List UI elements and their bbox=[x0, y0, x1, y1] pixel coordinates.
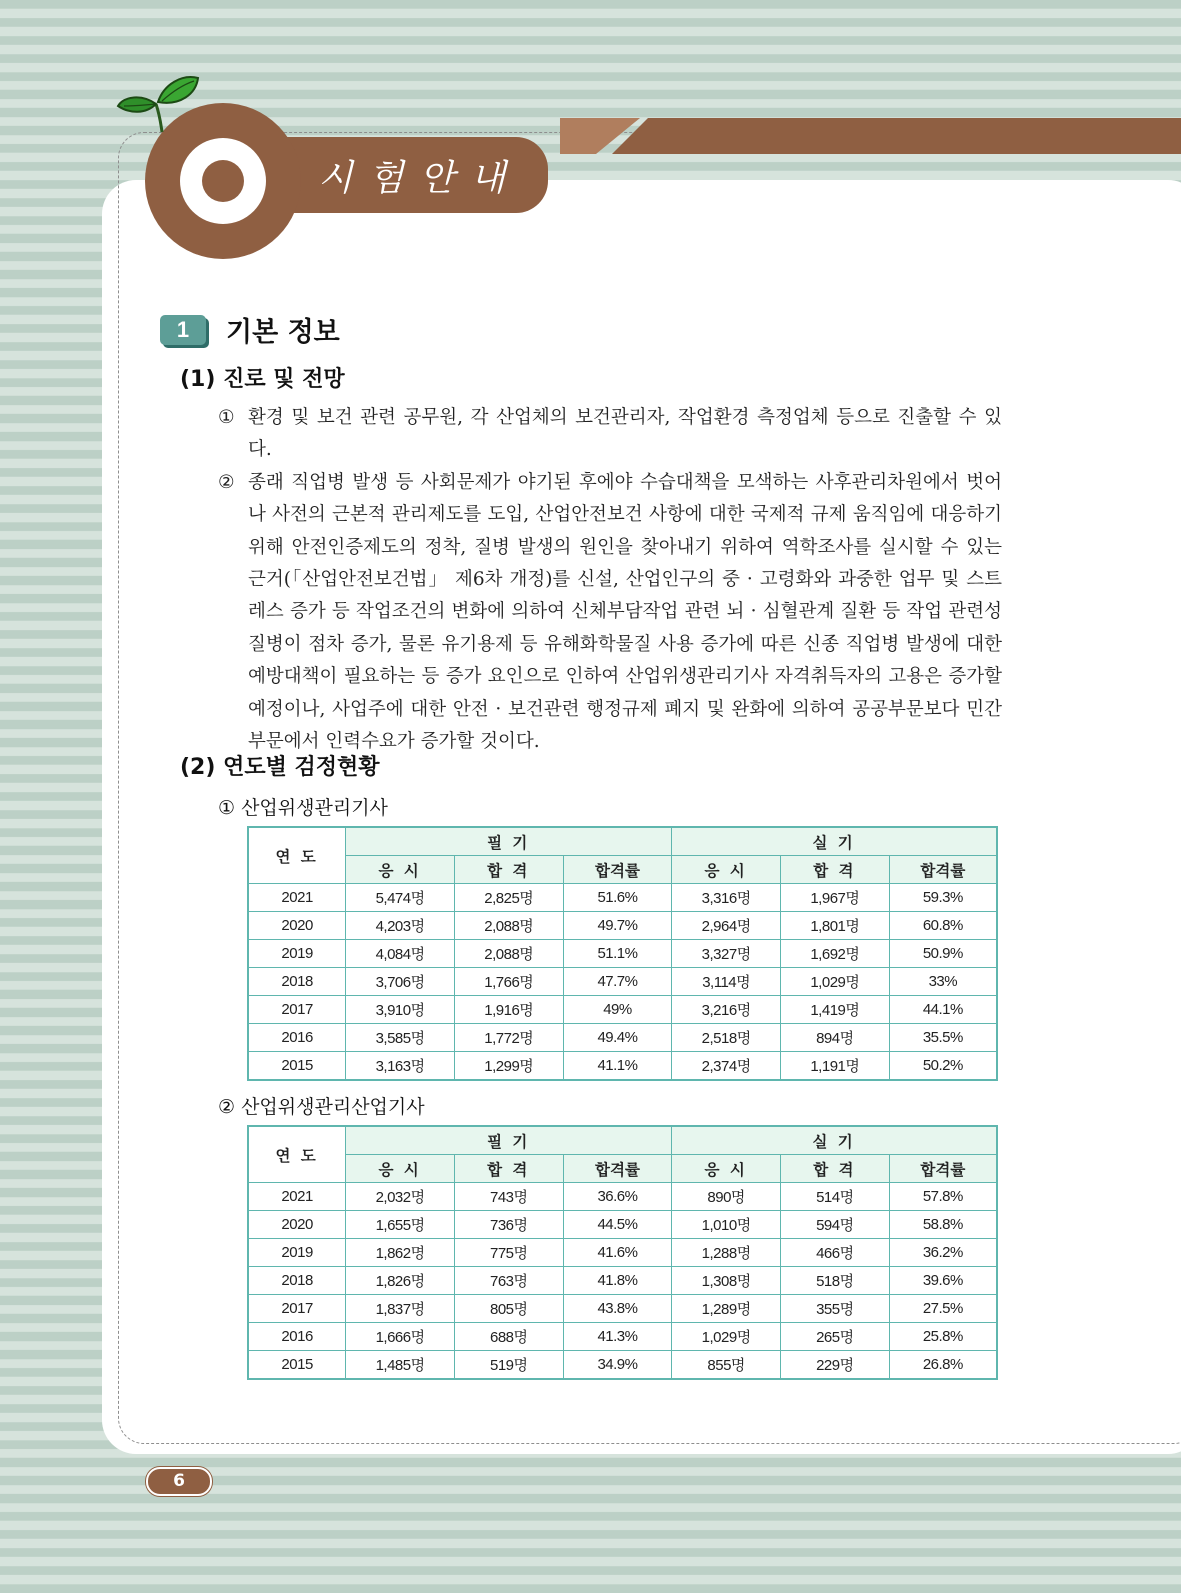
table-cell: 59.3% bbox=[889, 884, 997, 912]
subsection-title-outlook: (1) 진로 및 전망 bbox=[180, 367, 345, 392]
table-row bbox=[248, 996, 997, 1024]
table-cell: 2,088명 bbox=[454, 940, 563, 968]
table-cell: 355명 bbox=[781, 1295, 890, 1323]
table-cell: 518명 bbox=[781, 1267, 890, 1295]
cell-year: 2021 bbox=[248, 1183, 346, 1211]
header-passed: 합 격 bbox=[454, 856, 563, 884]
header-rate: 합격률 bbox=[889, 1155, 997, 1183]
table-cell: 34.9% bbox=[563, 1351, 672, 1380]
cell-year: 2019 bbox=[248, 940, 346, 968]
table-cell: 1,692명 bbox=[781, 940, 890, 968]
table-cell: 1,666명 bbox=[346, 1323, 455, 1351]
table-cell: 2,825명 bbox=[454, 884, 563, 912]
item-number: ① bbox=[218, 407, 235, 428]
cell-year: 2016 bbox=[248, 1024, 346, 1052]
table-cell: 3,216명 bbox=[672, 996, 781, 1024]
table-cell: 41.6% bbox=[563, 1239, 672, 1267]
table-cell: 1,826명 bbox=[346, 1267, 455, 1295]
table-cell: 1,419명 bbox=[781, 996, 890, 1024]
table-row bbox=[248, 1323, 997, 1351]
header-year: 연 도 bbox=[248, 827, 346, 884]
cell-year: 2017 bbox=[248, 996, 346, 1024]
cell-year: 2018 bbox=[248, 1267, 346, 1295]
cell-year: 2015 bbox=[248, 1351, 346, 1380]
header-applicants: 응 시 bbox=[346, 1155, 455, 1183]
cell-year: 2020 bbox=[248, 1211, 346, 1239]
table-cell: 49.7% bbox=[563, 912, 672, 940]
item-text: 종래 직업병 발생 등 사회문제가 야기된 후에야 수습대책을 모색하는 사후관리차원에서 벗어나 사전의 근본적 관리제도를 도입, 산업안전보건 사항에 대한 국제적 규제 움직임에 대응하기 위해 안전인증제도의 정착, 질병 발생의 원인을 찾아내기 위하여 역학조사를 실시할 수 있는 근거(「산업안전보건법」 제6차 개정)를 신설, 산업인구의 중 · 고령화와 과중한 업무 및 스트레스 증가 등 작업조건의 변화에 의하여 신체부담작업 관련 뇌 · 심혈관계 질환 등 작업 관련성 질병이 점차 증가, 물론 유기용제 등 유해화학물질 사용 증가에 따른 신종 직업병 발생에 대한 예방대책이 필요하는 등 증가 요인으로 인하여 산업위생관리기사 자격취득자의 고용은 증가할 예정이나, 사업주에 대한 안전 · 보건관련 행정규제 폐지 및 완화에 의하여 공공부문보다 민간부문에서 인력수요가 증가할 것이다. bbox=[248, 471, 1002, 753]
table-cell: 33% bbox=[889, 968, 997, 996]
table-cell: 49% bbox=[563, 996, 672, 1024]
cell-year: 2018 bbox=[248, 968, 346, 996]
header-passed: 합 격 bbox=[454, 1155, 563, 1183]
table-cell: 58.8% bbox=[889, 1211, 997, 1239]
table-cell: 41.3% bbox=[563, 1323, 672, 1351]
table-cell: 1,655명 bbox=[346, 1211, 455, 1239]
list-item bbox=[218, 467, 1002, 759]
table-cell: 1,837명 bbox=[346, 1295, 455, 1323]
table-cell: 2,518명 bbox=[672, 1024, 781, 1052]
table-cell: 1,308명 bbox=[672, 1267, 781, 1295]
table-cell: 1,289명 bbox=[672, 1295, 781, 1323]
cell-year: 2019 bbox=[248, 1239, 346, 1267]
table-cell: 3,706명 bbox=[346, 968, 455, 996]
table-cell: 3,327명 bbox=[672, 940, 781, 968]
table-row bbox=[248, 1295, 997, 1323]
table-cell: 2,088명 bbox=[454, 912, 563, 940]
table-cell: 743명 bbox=[454, 1183, 563, 1211]
table-cell: 51.1% bbox=[563, 940, 672, 968]
table-cell: 3,585명 bbox=[346, 1024, 455, 1052]
page-title: 시험안내 bbox=[318, 158, 522, 199]
cell-year: 2017 bbox=[248, 1295, 346, 1323]
table-cell: 519명 bbox=[454, 1351, 563, 1380]
table-row bbox=[248, 1183, 997, 1211]
table-cell: 26.8% bbox=[889, 1351, 997, 1380]
leaf-icon bbox=[112, 72, 204, 134]
header-rate: 합격률 bbox=[889, 856, 997, 884]
header-passed: 합 격 bbox=[781, 1155, 890, 1183]
table-cell: 3,163명 bbox=[346, 1052, 455, 1081]
item-number: ② bbox=[218, 471, 235, 493]
table-cell: 43.8% bbox=[563, 1295, 672, 1323]
cell-year: 2020 bbox=[248, 912, 346, 940]
table-cell: 736명 bbox=[454, 1211, 563, 1239]
table-row bbox=[248, 884, 997, 912]
table-cell: 2,374명 bbox=[672, 1052, 781, 1081]
table-cell: 805명 bbox=[454, 1295, 563, 1323]
table2-caption: ② 산업위생관리산업기사 bbox=[218, 1096, 425, 1118]
table-cell: 514명 bbox=[781, 1183, 890, 1211]
section-heading bbox=[160, 310, 340, 349]
table-row bbox=[248, 1351, 997, 1380]
list-item bbox=[218, 402, 1002, 467]
subsection-title-stats: (2) 연도별 검정현황 bbox=[180, 755, 380, 780]
table-cell: 890명 bbox=[672, 1183, 781, 1211]
table-cell: 466명 bbox=[781, 1239, 890, 1267]
table-cell: 1,967명 bbox=[781, 884, 890, 912]
table-row bbox=[248, 1024, 997, 1052]
header-applicants: 응 시 bbox=[672, 1155, 781, 1183]
table-cell: 1,766명 bbox=[454, 968, 563, 996]
table-row bbox=[248, 1052, 997, 1081]
table-cell: 50.2% bbox=[889, 1052, 997, 1081]
table-cell: 3,910명 bbox=[346, 996, 455, 1024]
table-cell: 1,191명 bbox=[781, 1052, 890, 1081]
table-cell: 1,772명 bbox=[454, 1024, 563, 1052]
table-cell: 1,801명 bbox=[781, 912, 890, 940]
table-cell: 5,474명 bbox=[346, 884, 455, 912]
table-row bbox=[248, 1211, 997, 1239]
table-cell: 229명 bbox=[781, 1351, 890, 1380]
table-cell: 855명 bbox=[672, 1351, 781, 1380]
table-cell: 4,084명 bbox=[346, 940, 455, 968]
table-cell: 60.8% bbox=[889, 912, 997, 940]
table-cell: 3,316명 bbox=[672, 884, 781, 912]
table-cell: 50.9% bbox=[889, 940, 997, 968]
table-cell: 2,964명 bbox=[672, 912, 781, 940]
header-written: 필 기 bbox=[346, 827, 672, 856]
table-cell: 36.6% bbox=[563, 1183, 672, 1211]
cell-year: 2015 bbox=[248, 1052, 346, 1081]
table-cell: 47.7% bbox=[563, 968, 672, 996]
table-cell: 1,029명 bbox=[781, 968, 890, 996]
header-applicants: 응 시 bbox=[672, 856, 781, 884]
item-text: 환경 및 보건 관련 공무원, 각 산업체의 보건관리자, 작업환경 측정업체 등으로 진출할 수 있다. bbox=[248, 407, 1002, 461]
table-row bbox=[248, 1239, 997, 1267]
header-applicants: 응 시 bbox=[346, 856, 455, 884]
table-cell: 1,485명 bbox=[346, 1351, 455, 1380]
table-cell: 3,114명 bbox=[672, 968, 781, 996]
table-cell: 1,029명 bbox=[672, 1323, 781, 1351]
table-cell: 39.6% bbox=[889, 1267, 997, 1295]
header-practical: 실 기 bbox=[672, 827, 997, 856]
table-cell: 2,032명 bbox=[346, 1183, 455, 1211]
page-number: 6 bbox=[146, 1467, 212, 1496]
table-cell: 41.8% bbox=[563, 1267, 672, 1295]
table-cell: 594명 bbox=[781, 1211, 890, 1239]
header-circle-dot bbox=[202, 160, 244, 202]
table1-caption: ① 산업위생관리기사 bbox=[218, 797, 388, 819]
table-cell: 44.1% bbox=[889, 996, 997, 1024]
table-cell: 44.5% bbox=[563, 1211, 672, 1239]
table-cell: 894명 bbox=[781, 1024, 890, 1052]
table-cell: 688명 bbox=[454, 1323, 563, 1351]
table-row bbox=[248, 1267, 997, 1295]
table-row bbox=[248, 968, 997, 996]
table-cell: 4,203명 bbox=[346, 912, 455, 940]
header-year: 연 도 bbox=[248, 1126, 346, 1183]
table-cell: 49.4% bbox=[563, 1024, 672, 1052]
table-cell: 763명 bbox=[454, 1267, 563, 1295]
section-title: 기본 정보 bbox=[226, 317, 340, 348]
outlook-list bbox=[218, 402, 1002, 758]
section-number-badge: 1 bbox=[160, 315, 206, 345]
stats-table-industrial-engineer bbox=[247, 1125, 998, 1380]
header-rate: 합격률 bbox=[563, 1155, 672, 1183]
header-practical: 실 기 bbox=[672, 1126, 997, 1155]
table-cell: 57.8% bbox=[889, 1183, 997, 1211]
table-cell: 1,862명 bbox=[346, 1239, 455, 1267]
table-cell: 1,299명 bbox=[454, 1052, 563, 1081]
table-row bbox=[248, 940, 997, 968]
table-cell: 775명 bbox=[454, 1239, 563, 1267]
table-cell: 35.5% bbox=[889, 1024, 997, 1052]
table-cell: 51.6% bbox=[563, 884, 672, 912]
header-written: 필 기 bbox=[346, 1126, 672, 1155]
table-cell: 36.2% bbox=[889, 1239, 997, 1267]
table-cell: 41.1% bbox=[563, 1052, 672, 1081]
table-cell: 25.8% bbox=[889, 1323, 997, 1351]
table-cell: 27.5% bbox=[889, 1295, 997, 1323]
table-cell: 1,916명 bbox=[454, 996, 563, 1024]
cell-year: 2021 bbox=[248, 884, 346, 912]
stats-table-engineer bbox=[247, 826, 998, 1081]
cell-year: 2016 bbox=[248, 1323, 346, 1351]
table-cell: 1,010명 bbox=[672, 1211, 781, 1239]
table-row bbox=[248, 912, 997, 940]
header-rate: 합격률 bbox=[563, 856, 672, 884]
header-bar bbox=[612, 118, 1181, 154]
table-cell: 265명 bbox=[781, 1323, 890, 1351]
header-passed: 합 격 bbox=[781, 856, 890, 884]
table-cell: 1,288명 bbox=[672, 1239, 781, 1267]
